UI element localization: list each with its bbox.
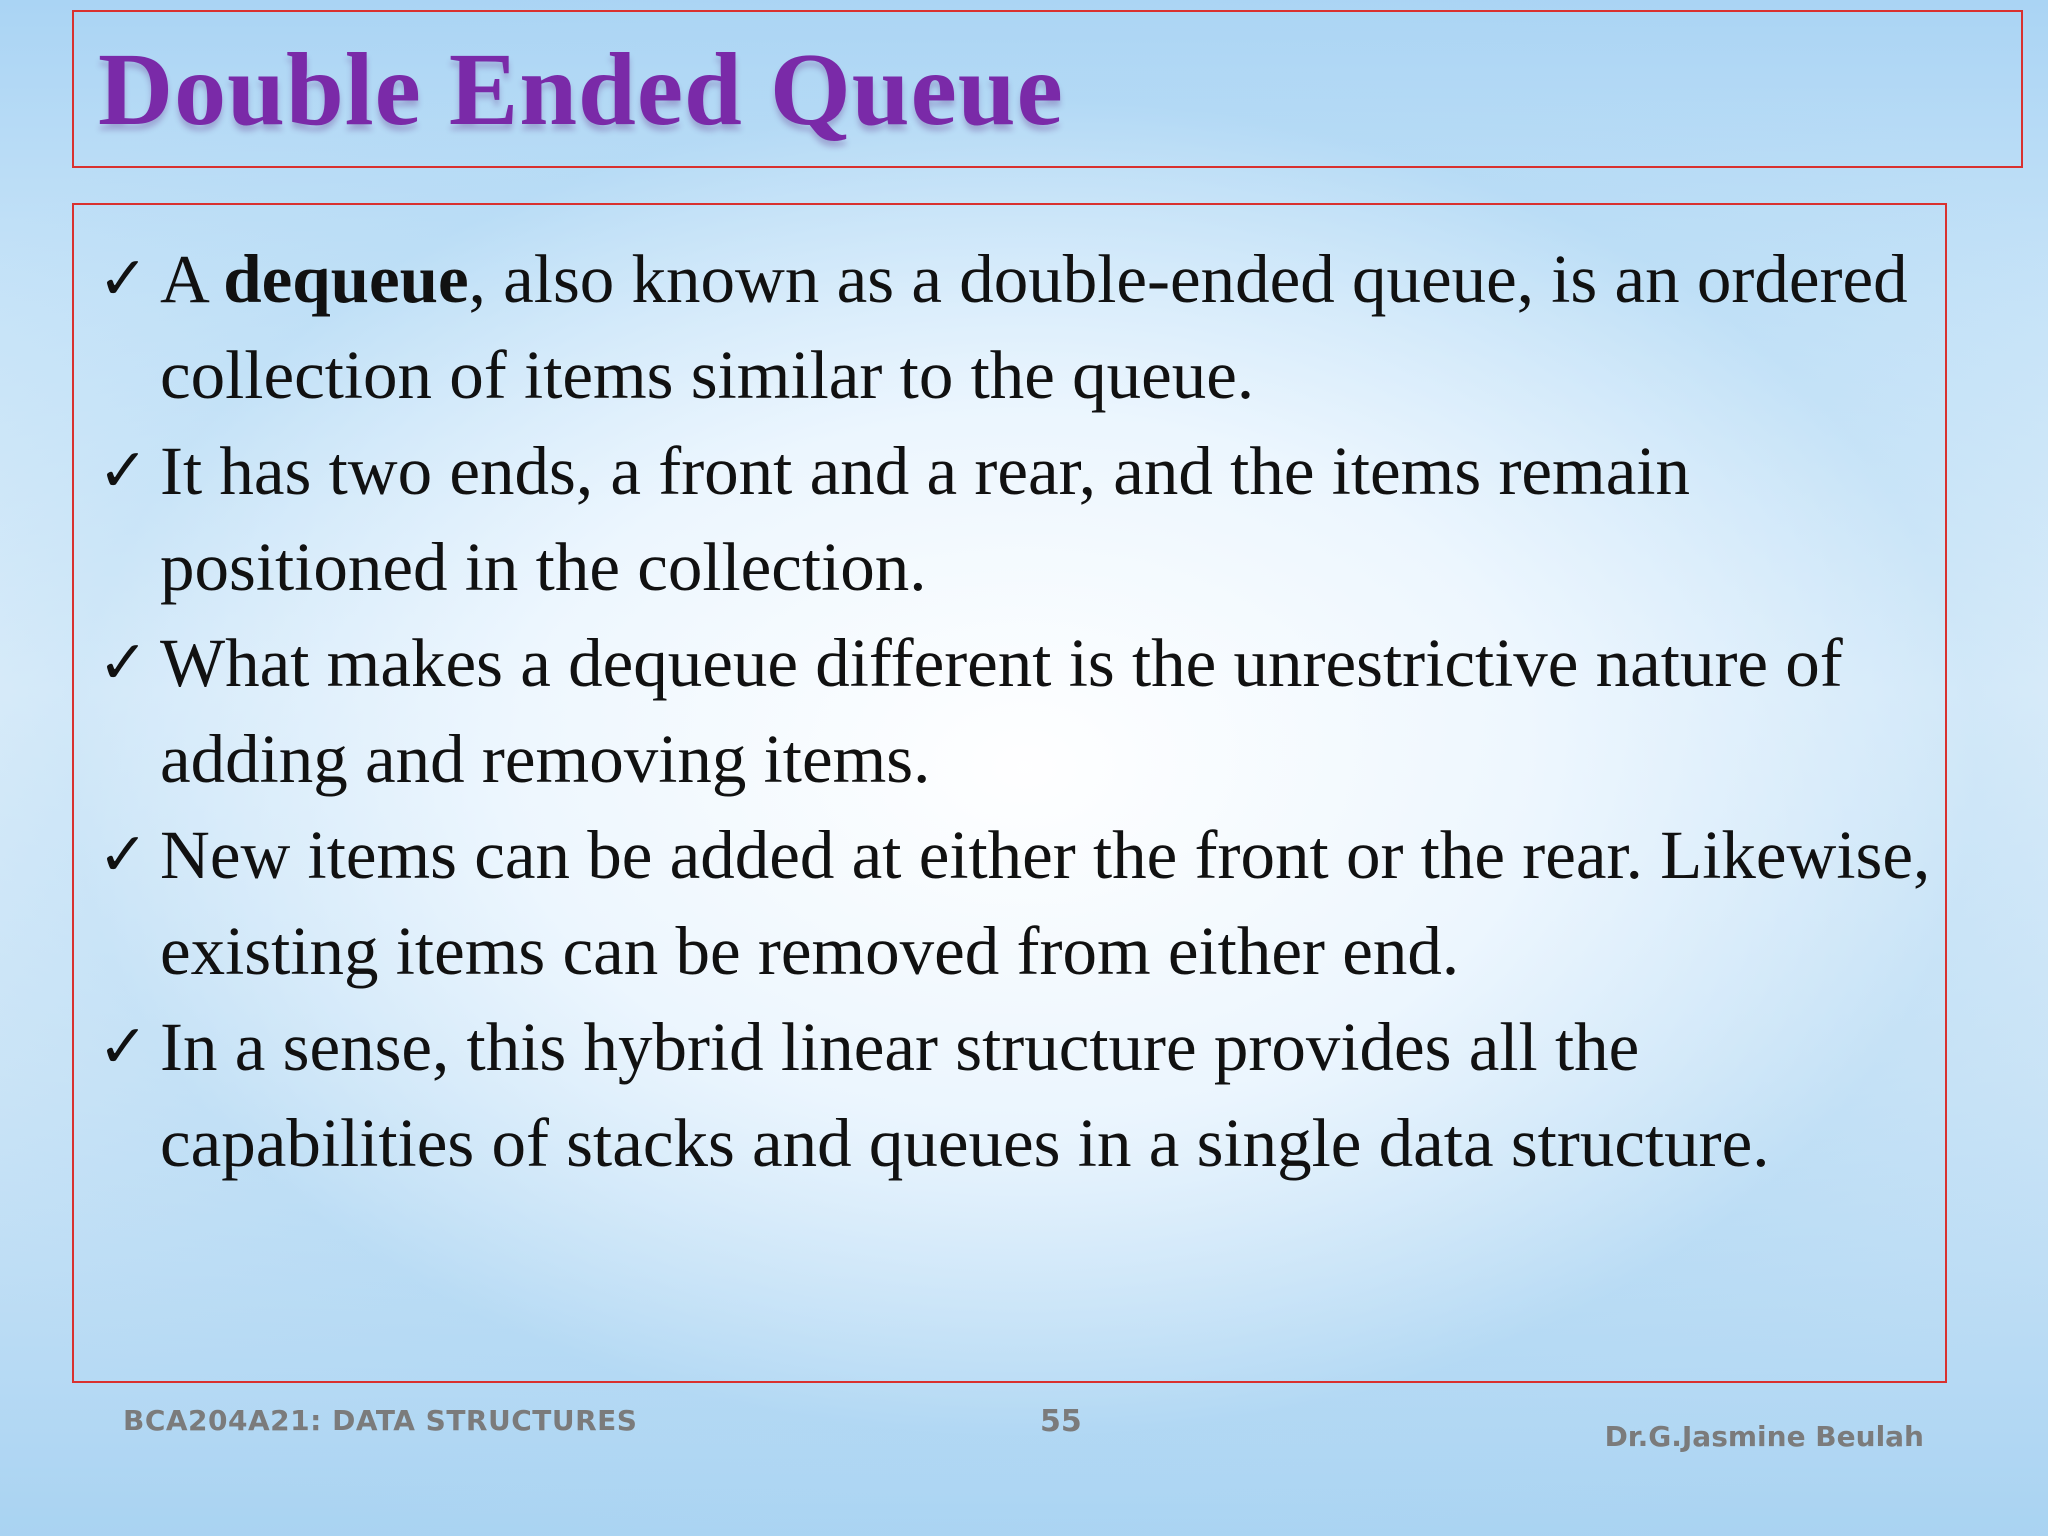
check-mark-icon: ✓ [98,244,149,314]
bullet-text: What makes a dequeue different is the unrestrictive nature of adding and removing items. [160,625,1843,797]
bullet-text-prefix: A [160,241,224,317]
bullet-item [98,423,1938,615]
footer-course: BCA204A21: DATA STRUCTURES [123,1404,638,1437]
check-mark-icon: ✓ [98,436,149,506]
bullet-item [98,231,1938,423]
check-mark-icon: ✓ [98,1012,149,1082]
bullet-text: It has two ends, a front and a rear, and the items remain positioned in the collection. [160,433,1691,605]
bullet-text-suffix: , also known as a double-ended queue, is an ordered collection of items similar to the queue. [160,241,1908,413]
bullet-item [98,615,1938,807]
bullet-text: In a sense, this hybrid linear structure provides all the capabilities of stacks and queues in a single data structure. [160,1009,1770,1181]
content-box [72,203,1947,1383]
slide-title: Double Ended Queue [98,32,1064,147]
footer-author: Dr.G.Jasmine Beulah [1604,1420,1924,1453]
bullet-item [98,999,1938,1191]
check-mark-icon: ✓ [98,820,149,890]
check-mark-icon: ✓ [98,628,149,698]
bullet-text: New items can be added at either the front or the rear. Likewise, existing items can be removed from either end. [160,817,1931,989]
bullet-list [98,231,1938,1191]
title-box [72,10,2023,168]
bullet-item [98,807,1938,999]
bullet-bold-term: dequeue [223,241,469,317]
footer-page-number: 55 [1040,1404,1082,1439]
